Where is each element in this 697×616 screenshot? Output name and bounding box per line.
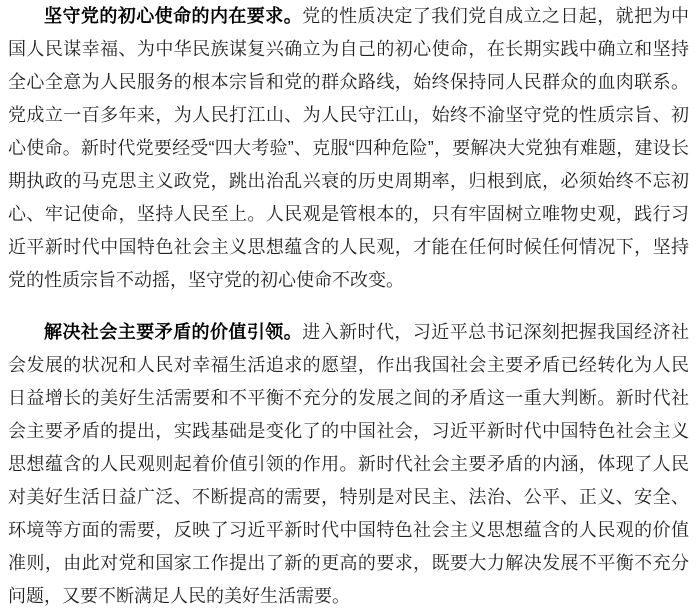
paragraph-2-body: 进入新时代，习近平总书记深刻把握我国经济社会发展的状况和人民对幸福生活追求的愿望，作出我国社会主要矛盾已经转化为人民日益增长的美好生活需要和不平衡不充分的发展之间的矛盾这一重大判断。新时代社会主要矛盾的提出，实践基础是变化了的中国社会，习近平新时代中国特色社会主义思想蕴含的人民观则起着价值引领的作用。新时代社会主要矛盾的内涵，体现了人民对美好生活日益广泛、不断提高的需要，特别是对民主、法治、公平、正义、安全、环境等方面的需要，反映了习近平新时代中国特色社会主义思想蕴含的人民观的价值准则，由此对党和国家工作提出了新的更高的要求，既要大力解决发展不平衡不充分问题，又要不断满足人民的美好生活需要。 bbox=[8, 322, 690, 606]
paragraph-1 bbox=[8, 0, 689, 297]
paragraph-2-lead: 解决社会主要矛盾的价值引领。 bbox=[44, 322, 303, 342]
paragraph-1-body: 党的性质决定了我们党自成立之日起，就把为中国人民谋幸福、为中华民族谋复兴确立为自己的初心使命，在长期实践中确立和坚持全心全意为人民服务的根本宗旨和党的群众路线，始终保持同人民群众的血肉联系。党成立一百多年来，为人民打江山、为人民守江山，始终不渝坚守党的性质宗旨、初心使命。新时代党要经受“四大考验”、克服“四种危险”，要解决大党独有难题，建设长期执政的马克思主义政党，跳出治乱兴衰的历史周期率，归根到底，必须始终不忘初心、牢记使命，坚持人民至上。人民观是管根本的，只有牢固树立唯物史观，践行习近平新时代中国特色社会主义思想蕴含的人民观，才能在任何时候任何情况下，坚持党的性质宗旨不动摇，坚守党的初心使命不改变。 bbox=[8, 6, 690, 290]
paragraph-1-lead: 坚守党的初心使命的内在要求。 bbox=[44, 6, 303, 26]
paragraph-2 bbox=[8, 316, 689, 613]
